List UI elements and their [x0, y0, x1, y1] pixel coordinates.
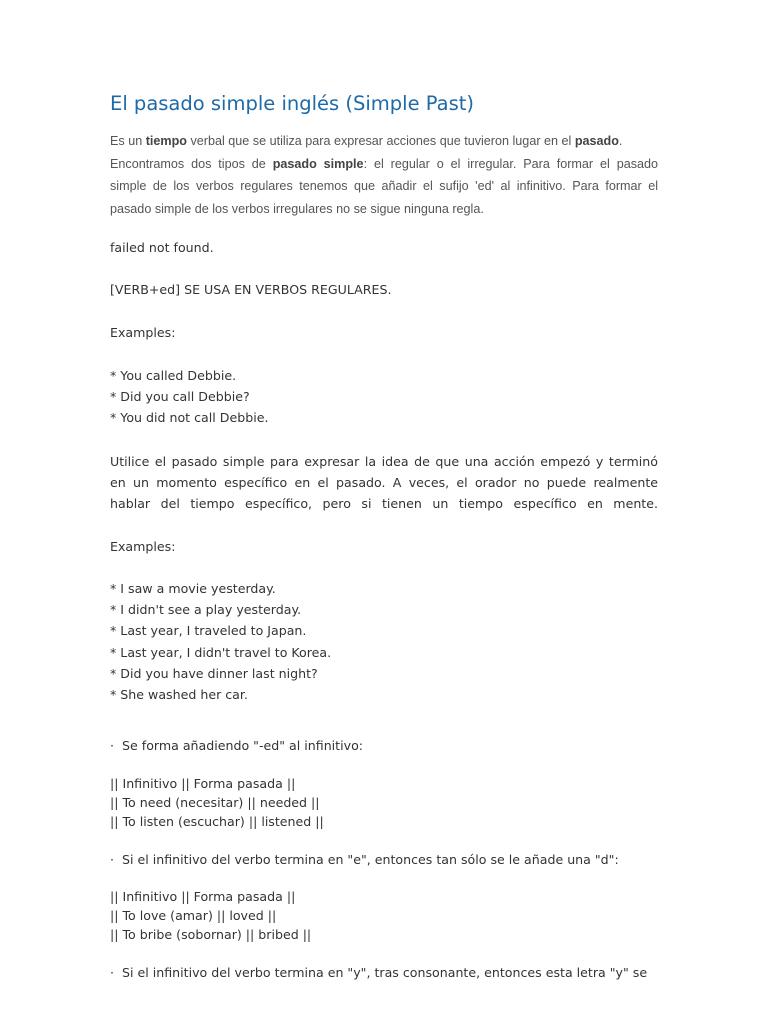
table-row: || Infinitivo || Forma pasada ||: [110, 776, 296, 791]
examples-label: Examples:: [110, 325, 176, 340]
example-item: * You did not call Debbie.: [110, 410, 269, 426]
bullet: ·: [110, 965, 115, 980]
usage-line-2: en un momento específico en el pasado. A veces, el orador no puede realmente: [110, 475, 658, 491]
bullet: ·: [110, 738, 115, 753]
bullet: ·: [110, 852, 115, 867]
usage-paragraph: [110, 451, 658, 515]
intro-bold: pasado simple: [272, 156, 364, 171]
rule-item: [110, 962, 658, 983]
example-item: * Last year, I traveled to Japan.: [110, 623, 307, 639]
example-item: * I saw a movie yesterday.: [110, 581, 276, 596]
verb-ed-heading: [VERB+ed] SE USA EN VERBOS REGULARES.: [110, 282, 392, 297]
intro-line-3: simple de los verbos regulares tenemos que añadir el sufijo 'ed' al infinitivo. Para formar el: [110, 179, 658, 194]
intro-bold: tiempo: [145, 134, 187, 148]
table-row: || To love (amar) || loved ||: [110, 908, 277, 923]
intro-line-4: pasado simple de los verbos irregulares no se sigue ninguna regla.: [110, 202, 484, 217]
intro-text: .: [618, 134, 623, 148]
usage-line-1: Utilice el pasado simple para expresar la idea de que una acción empezó y terminó: [110, 454, 658, 469]
example-item: * Did you have dinner last night?: [110, 665, 318, 681]
example-item: * Last year, I didn't travel to Korea.: [110, 644, 332, 660]
intro-text: Encontramos dos tipos de: [110, 156, 273, 171]
examples-label: Examples:: [110, 539, 176, 554]
intro-text: : el regular o el irregular. Para formar el pasado: [363, 156, 659, 171]
table-row: || To listen (escuchar) || listened ||: [110, 814, 324, 829]
intro-line-2: [110, 153, 658, 176]
rule-item: [110, 735, 658, 756]
rule-text: Se forma añadiendo "-ed" al infinitivo:: [122, 738, 364, 753]
rule-text: Si el infinitivo del verbo termina en "e", entonces tan sólo se le añade una "d":: [122, 852, 619, 867]
examples-list: [110, 365, 658, 429]
example-item: * She washed her car.: [110, 687, 248, 703]
table-row: || Infinitivo || Forma pasada ||: [110, 889, 296, 904]
rule-item: [110, 849, 658, 870]
verb-table: [110, 887, 658, 944]
intro-line-1: [110, 130, 658, 153]
verb-table: [110, 774, 658, 831]
example-item: * Did you call Debbie?: [110, 389, 250, 405]
failed-text: failed not found.: [110, 240, 214, 255]
page-title: El pasado simple inglés (Simple Past): [110, 92, 475, 115]
usage-line-3: hablar del tiempo específico, pero si tienen un tiempo específico en mente.: [110, 496, 658, 512]
intro-text: Es un: [110, 134, 146, 148]
table-row: || To need (necesitar) || needed ||: [110, 795, 320, 810]
example-item: * You called Debbie.: [110, 368, 237, 383]
intro-paragraph: [110, 130, 658, 221]
example-item: * I didn't see a play yesterday.: [110, 602, 302, 618]
rule-text: Si el infinitivo del verbo termina en "y", tras consonante, entonces esta letra "y" se: [122, 965, 648, 980]
examples-list: [110, 578, 658, 705]
intro-text: verbal que se utiliza para expresar acciones que tuvieron lugar en el: [186, 134, 575, 148]
table-row: || To bribe (sobornar) || bribed ||: [110, 927, 312, 942]
intro-bold: pasado: [574, 134, 619, 148]
